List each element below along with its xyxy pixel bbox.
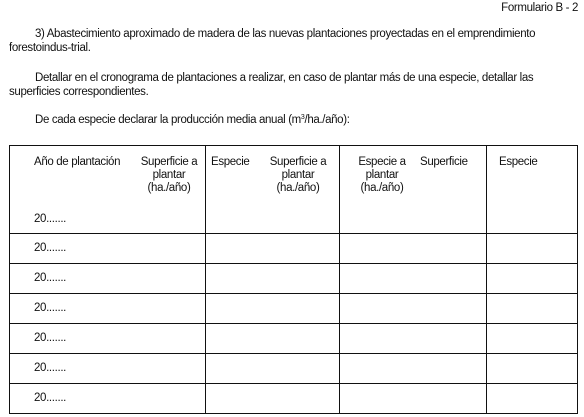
header-cell-species-surface — [206, 146, 340, 234]
entry-cell[interactable] — [206, 354, 340, 384]
production-text — [35, 113, 350, 127]
year-placeholder-6: 20....... — [34, 362, 67, 374]
detail-text: Detallar en el cronograma de plantaciones a realizar, en caso de plantar más de una especie, detallar las superficies correspondientes. — [9, 72, 534, 98]
header-surface-3: Superficie — [420, 156, 468, 168]
entry-cell[interactable] — [206, 384, 340, 414]
table-row — [10, 384, 578, 414]
entry-cell[interactable] — [487, 234, 578, 264]
year-cell[interactable] — [10, 324, 206, 354]
table-row — [10, 354, 578, 384]
year-placeholder-5: 20....... — [34, 332, 67, 344]
entry-cell[interactable] — [340, 264, 487, 294]
entry-cell[interactable] — [206, 264, 340, 294]
table-header-row — [10, 146, 578, 234]
entry-cell[interactable] — [340, 294, 487, 324]
entry-cell[interactable] — [340, 384, 487, 414]
header-surface-2: Superficie a plantar (ha./año) — [269, 156, 327, 194]
year-cell[interactable] — [10, 354, 206, 384]
table-row — [10, 264, 578, 294]
production-text-prefix: De cada especie declarar la producción media anual (m — [35, 114, 301, 126]
entry-cell[interactable] — [206, 294, 340, 324]
header-species-2: Especie a plantar (ha./año) — [358, 156, 406, 194]
entry-cell[interactable] — [487, 294, 578, 324]
table-row — [10, 294, 578, 324]
plantation-schedule-table — [9, 145, 578, 414]
entry-cell[interactable] — [487, 324, 578, 354]
header-year: Año de plantación — [34, 156, 121, 168]
entry-cell[interactable] — [206, 234, 340, 264]
header-cell-year-surface — [10, 146, 206, 234]
year-placeholder-3: 20....... — [34, 272, 67, 284]
year-cell[interactable] — [10, 234, 206, 264]
header-cell-species-3 — [487, 146, 578, 234]
year-cell[interactable] — [10, 384, 206, 414]
entry-cell[interactable] — [340, 324, 487, 354]
entry-cell[interactable] — [340, 234, 487, 264]
header-species-3: Especie — [499, 156, 538, 168]
header-species-1: Especie — [211, 156, 250, 168]
entry-cell[interactable] — [206, 324, 340, 354]
production-text-sup: 3 — [300, 114, 305, 121]
year-placeholder-2: 20....... — [34, 242, 67, 254]
year-placeholder-1[interactable]: 20....... — [34, 213, 67, 225]
year-placeholder-4: 20....... — [34, 302, 67, 314]
table-row — [10, 234, 578, 264]
entry-cell[interactable] — [487, 264, 578, 294]
table-row — [10, 324, 578, 354]
header-cell-species-surface-2 — [340, 146, 487, 234]
year-cell[interactable] — [10, 264, 206, 294]
header-surface-1: Superficie a plantar (ha./año) — [140, 156, 198, 194]
year-placeholder-7: 20....... — [34, 392, 67, 404]
form-id: Formulario B - 2 — [501, 2, 578, 14]
year-cell[interactable] — [10, 294, 206, 324]
entry-cell[interactable] — [487, 354, 578, 384]
entry-cell[interactable] — [487, 384, 578, 414]
section-3-text: 3) Abastecimiento aproximado de madera de las nuevas plantaciones proyectadas en el emprendimiento forestoindus-trial. — [9, 28, 536, 54]
entry-cell[interactable] — [340, 354, 487, 384]
production-text-suffix: /ha./año): — [304, 114, 350, 126]
